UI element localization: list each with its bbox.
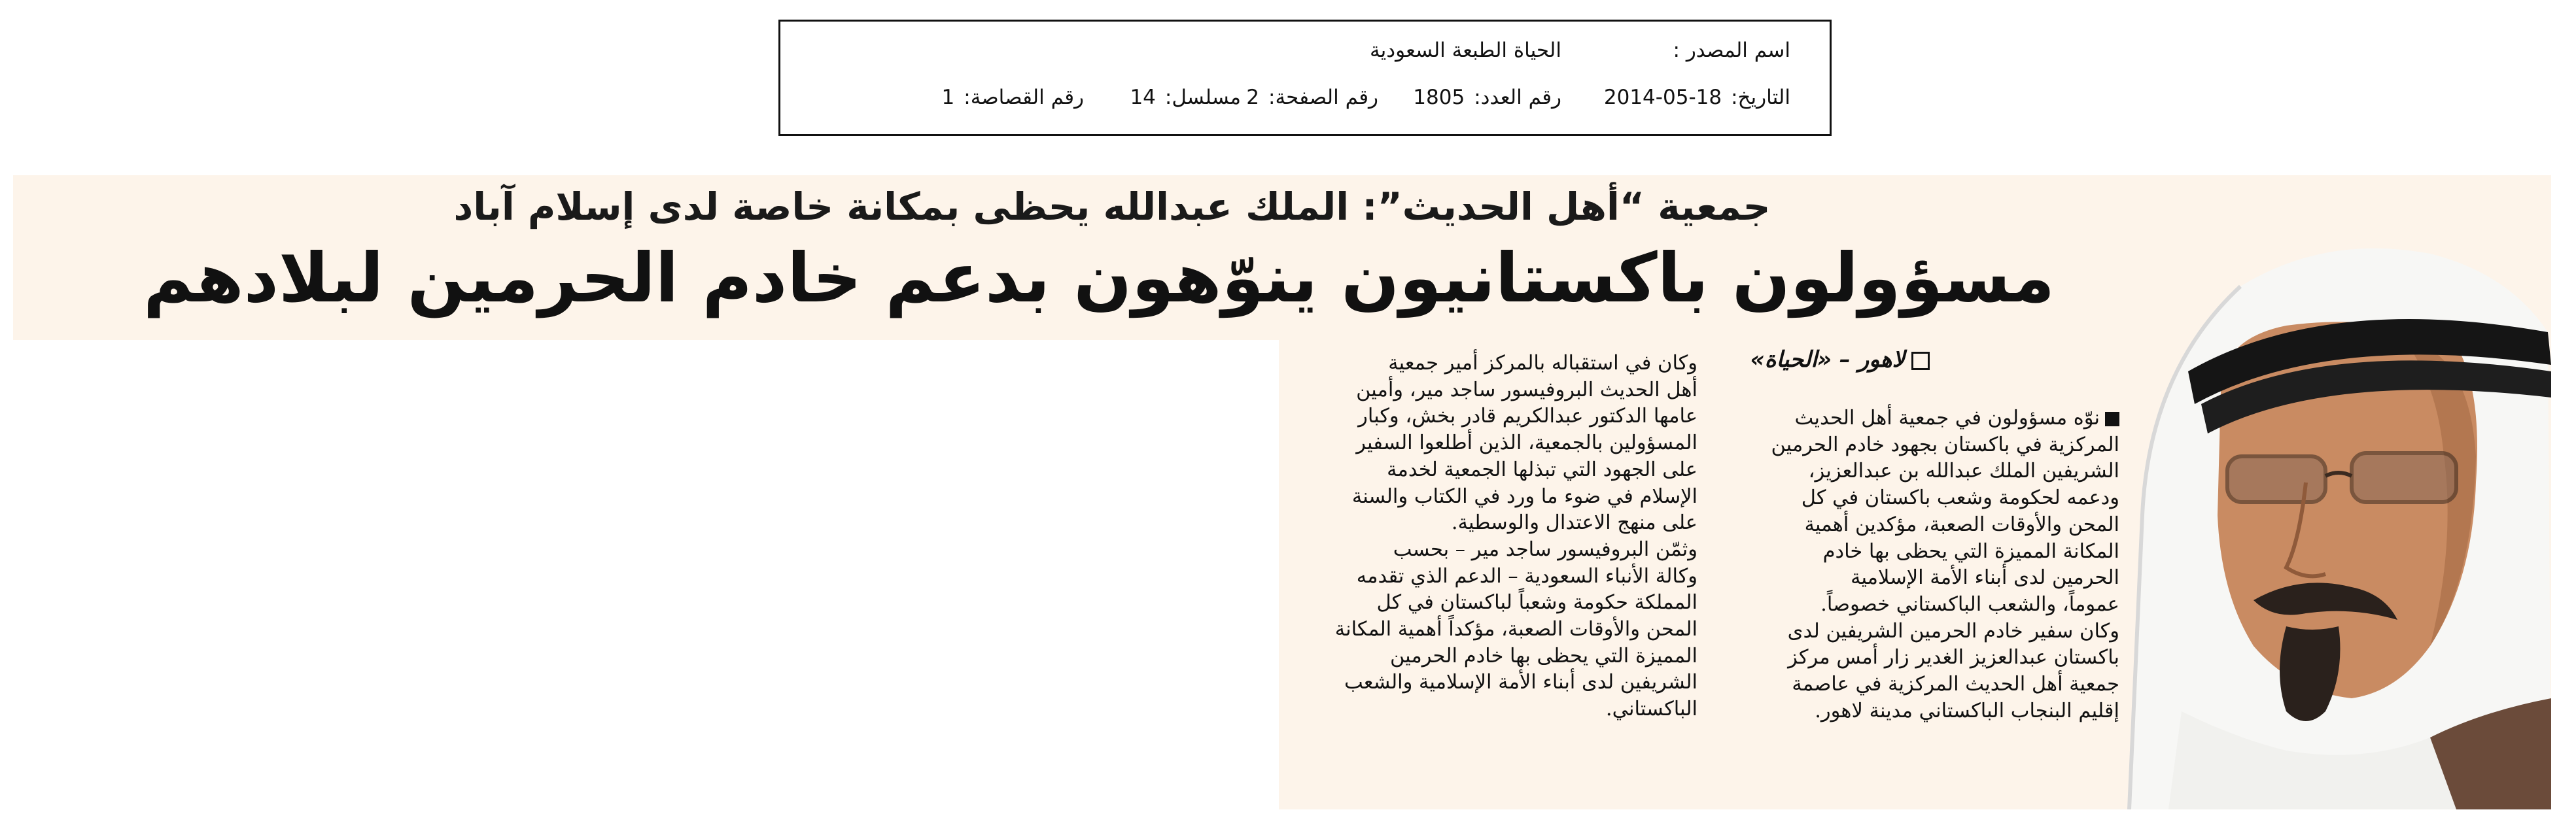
serial-value: 14: [1130, 86, 1156, 109]
news-clipping: [13, 175, 2551, 809]
column-line: إقليم البنجاب الباكستاني مدينة لاهور.: [1815, 699, 2119, 722]
clip-number-value: 1: [941, 86, 955, 109]
column-line: وكان في استقباله بالمركز أمير جمعية: [1388, 352, 1697, 375]
column-line: الباكستاني.: [1605, 698, 1697, 721]
column-line: أهل الحديث البروفيسور ساجد مير، وأمين: [1356, 378, 1697, 401]
clip-number-label: رقم القصاصة:: [964, 86, 1084, 109]
column-line: المركزية في باكستان بجهود خادم الحرمين: [1771, 433, 2119, 456]
column-line: عامها الدكتور عبدالكريم قادر بخش، وكبار: [1358, 405, 1697, 428]
paragraph-bullet-icon: [2105, 412, 2119, 426]
column-line: المحن والأوقات الصعبة، مؤكداً أهمية المكانة: [1334, 618, 1697, 641]
column-line: المسؤولين بالجمعية، الذين أطلعوا السفير: [1356, 432, 1697, 455]
issue-label: رقم العدد:: [1474, 86, 1561, 109]
source-meta-row: [780, 86, 1830, 112]
serial-label: مسلسل:: [1164, 86, 1241, 109]
column-line: عموماً، والشعب الباكستاني خصوصاً.: [1820, 592, 2119, 616]
article-headline: مسؤولون باكستانيون ينوّهون بدعم خادم الحرمين لبلادهم: [143, 238, 2055, 318]
column-line: جمعية أهل الحديث المركزية في عاصمة: [1792, 673, 2119, 696]
column-line: الحرمين لدى أبناء الأمة الإسلامية: [1851, 566, 2119, 590]
page-label: رقم الصفحة:: [1268, 86, 1378, 109]
issue-field: [1413, 86, 1561, 109]
column-line: الشريفين الملك عبدالله بن عبدالعزيز،: [1808, 460, 2119, 483]
date-value: 18-05-2014: [1603, 86, 1722, 109]
column-line: وثمّن البروفيسور ساجد مير – بحسب: [1393, 537, 1697, 561]
source-name-row: [780, 39, 1830, 65]
clip-number-field: [942, 86, 1084, 109]
column-line: وكالة الأنباء السعودية – الدعم الذي تقدمه: [1356, 564, 1697, 588]
column-line: المملكة حكومة وشعباً لباكستان في كل: [1376, 591, 1697, 615]
article-byline: [1750, 347, 1930, 373]
date-field: [1604, 86, 1790, 109]
page-field: [1246, 86, 1378, 109]
king-portrait-image: [2090, 175, 2551, 809]
column-line: على منهج الاعتدال والوسطية.: [1451, 511, 1697, 535]
column-line: على الجهود التي تبذلها الجمعية لخدمة: [1387, 458, 1697, 481]
issue-value: 1805: [1413, 86, 1465, 109]
source-info-box: [778, 20, 1832, 136]
portrait-illustration: [2090, 175, 2551, 809]
column-line: الشريفين لدى أبناء الأمة الإسلامية والشعب: [1344, 671, 1697, 694]
blank-area: [13, 340, 1279, 809]
column-line: نوّه مسؤولون في جمعية أهل الحديث: [1714, 405, 2119, 432]
source-name-label: اسم المصدر :: [1673, 39, 1790, 62]
byline-text: لاهور – «الحياة»: [1750, 347, 1905, 373]
column-line: المميزة التي يحظى بها خادم الحرمين: [1389, 644, 1697, 668]
page-value: 2: [1246, 86, 1260, 109]
column-line: باكستان عبدالعزيز الغدير زار أمس مركز: [1788, 646, 2119, 670]
date-label: التاريخ:: [1731, 86, 1790, 109]
serial-field: [1130, 86, 1241, 109]
column-line: وكان سفير خادم الحرمين الشريفين لدى: [1787, 619, 2119, 643]
column-line: ودعمه لحكومة وشعب باكستان في كل: [1801, 486, 2119, 510]
article-column-left: [1302, 350, 1697, 723]
column-line: المحن والأوقات الصعبة، مؤكدين أهمية: [1804, 513, 2119, 536]
byline-square-icon: [1911, 352, 1930, 370]
article-kicker: جمعية “أهل الحديث”: الملك عبدالله يحظى بمكانة خاصة لدى إسلام آباد: [453, 184, 1771, 229]
source-name-value: الحياة الطبعة السعودية: [1370, 39, 1561, 62]
column-line: المكانة المميزة التي يحظى بها خادم: [1822, 539, 2119, 563]
article-column-right: [1714, 405, 2119, 724]
column-line: الإسلام في ضوء ما ورد في الكتاب والسنة: [1351, 484, 1697, 508]
